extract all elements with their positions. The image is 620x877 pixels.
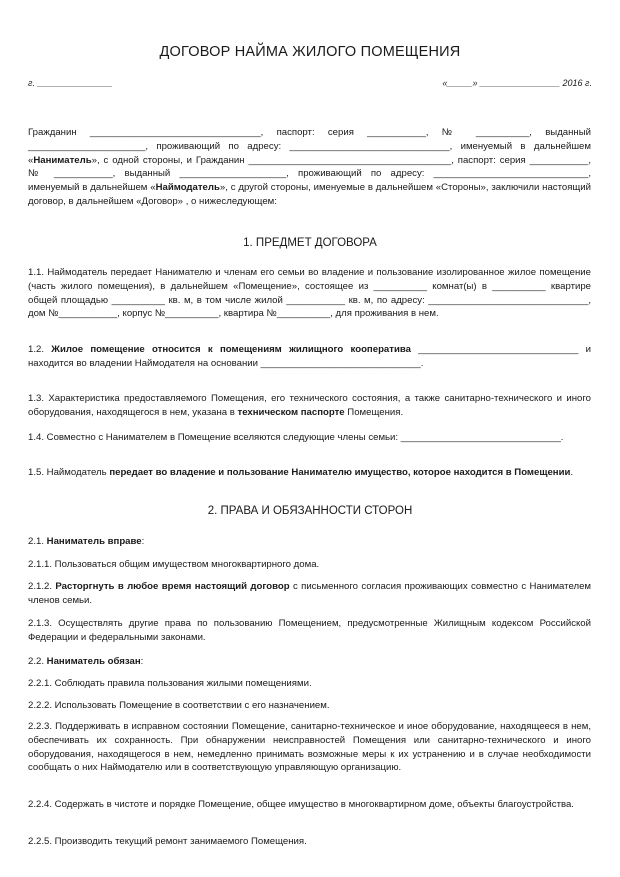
text-run: .	[570, 467, 574, 478]
text-run: 2.1.1. Пользоваться общим имуществом многоквартирного дома.	[28, 559, 320, 570]
clause-1-5	[28, 466, 591, 480]
bold-text-run: Наймодатель	[155, 182, 220, 194]
text-run: :	[140, 656, 144, 667]
text-run: ______________________________ и находится во владении Наймодателя на основании ______________________________.	[28, 344, 591, 369]
clause-1-3	[28, 392, 591, 420]
city-field: г. _______________	[28, 78, 113, 88]
intro-paragraph	[28, 126, 591, 209]
text-run: », с одной стороны, и Гражданин ______________________________________, паспорт: серия ___________, № ___________, выданный ____________________, проживающий по адресу: _____________________________, именуемый в дальнейшем «	[28, 154, 591, 194]
clause-1-2	[28, 343, 591, 371]
text-run: 1.4. Совместно с Нанимателем в Помещение вселяются следующие члены семьи: ______________________________.	[28, 432, 564, 443]
clause-2-1-3	[28, 617, 591, 645]
text-run: 2.2.	[28, 656, 47, 667]
section-1-heading: 1. ПРЕДМЕТ ДОГОВОРА	[243, 237, 377, 249]
text-run: 2.2.2. Использовать Помещение в соответствии с его назначением.	[28, 700, 330, 711]
bold-text-run: Наниматель вправе	[46, 536, 142, 547]
clause-2-2-5	[28, 835, 591, 849]
bold-text-run: Наниматель	[33, 154, 92, 166]
text-run: 2.2.5. Производить текущий ремонт занимаемого Помещения.	[28, 836, 307, 847]
text-run: 2.2.4. Содержать в чистоте и порядке Помещение, общее имущество в многоквартирном доме, объекты благоустройства.	[28, 799, 574, 810]
clause-2-1-2	[28, 580, 591, 608]
clause-2-2-2	[28, 699, 591, 713]
clause-2-2-4	[28, 798, 591, 812]
clause-2-2-1	[28, 677, 591, 691]
text-run: Помещения.	[344, 406, 404, 418]
bold-text-run: Расторгнуть в любое время настоящий договор	[55, 581, 290, 592]
document-title: ДОГОВОР НАЙМА ЖИЛОГО ПОМЕЩЕНИЯ	[159, 44, 461, 60]
bold-text-run: передает во владение и пользование Нанимателю имущество, которое находится в Помещении	[109, 467, 571, 478]
clause-2-2	[28, 655, 591, 669]
bold-text-run: Наниматель обязан	[46, 656, 141, 667]
text-run: с письменного согласия проживающих совместно с Нанимателем членов семьи.	[28, 581, 591, 606]
text-run: 2.1.	[28, 536, 47, 547]
text-run: 2.1.2.	[28, 581, 56, 592]
bold-text-run: Жилое помещение относится к помещениям жилищного кооператива	[51, 344, 411, 355]
text-run: 2.2.3. Поддерживать в исправном состоянии Помещение, санитарно-техническое и иное оборудование, находящееся в нем, обеспечивать их сохранность. При обнаружении неисправностей Помещения или санитарно-технического и иного оборудования, находящегося в нем, немедленно принимать возможные меры к их устранению и в случае необходимости сообщать о них Наймодателю или в соответствующую управляющую организацию.	[28, 721, 591, 774]
date-field: «_____» ________________ 2016 г.	[442, 78, 592, 88]
text-run: 1.2.	[28, 344, 52, 355]
text-run: :	[141, 536, 145, 547]
text-run: Гражданин ________________________________, паспорт: серия ___________, № __________, выданный ______________________, проживающий по адресу: ______________________________, именуемый в дальнейшем «	[28, 127, 591, 166]
bold-text-run: техническом паспорте	[237, 406, 345, 418]
clause-1-4	[28, 431, 591, 445]
section-2-heading: 2. ПРАВА И ОБЯЗАННОСТИ СТОРОН	[207, 505, 413, 517]
text-run: 1.1. Наймодатель передает Нанимателю и членам его семьи во владение и пользование изолированное жилое помещение (часть жилого помещения), в дальнейшем «Помещение», состоящее из __________ комнат(ы) в __________ квартире общей площадью __________ кв. м, в том числе жилой ___________ кв. м, по адресу: ______________________________, дом №___________, корпус №__________, квартира №__________, для проживания в нем.	[28, 267, 591, 320]
text-run: », с другой стороны, именуемые в дальнейшем «Стороны», заключили настоящий договор, в дальнейшем «Договор» , о нижеследующем:	[28, 182, 592, 207]
text-run: 1.5. Наймодатель	[28, 467, 110, 478]
text-run: 1.3. Характеристика предоставляемого Помещения, его технического состояния, а также санитарно-технического и иного оборудования, находящегося в нем, указана в	[28, 393, 591, 418]
text-run: 2.1.3. Осуществлять другие права по пользованию Помещением, предусмотренные Жилищным кодексом Российской Федерации и федеральными законами.	[28, 618, 591, 643]
clause-2-1-1	[28, 558, 591, 572]
text-run: 2.2.1. Соблюдать правила пользования жилыми помещениями.	[28, 678, 312, 689]
clause-1-1	[28, 266, 591, 321]
clause-2-1	[28, 535, 591, 549]
clause-2-2-3	[28, 720, 591, 775]
